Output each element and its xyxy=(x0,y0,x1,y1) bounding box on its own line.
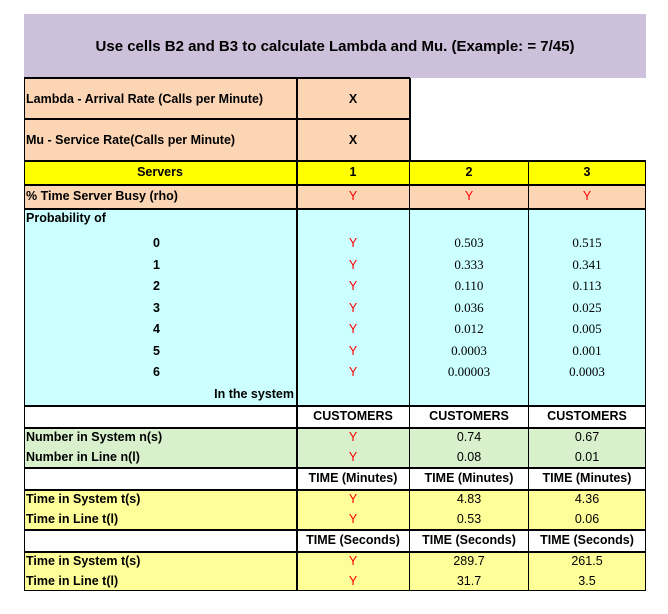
lambda-label: Lambda - Arrival Rate (Calls per Minute) xyxy=(26,91,264,106)
probability-n-2: 2 xyxy=(153,279,160,293)
probability-value-n3-s3[interactable]: 0.025 xyxy=(572,299,602,315)
probability-n-1: 1 xyxy=(153,257,160,272)
grid-col-divider-2 xyxy=(409,160,410,591)
probability-n-0: 0 xyxy=(153,236,160,250)
customers-header-2: CUSTOMERS xyxy=(429,409,509,423)
grid-hline-4 xyxy=(24,427,646,429)
time-minutes-value-r2-s3[interactable]: 0.06 xyxy=(574,512,600,526)
probability-value-n0-s2[interactable]: 0.503 xyxy=(454,235,484,250)
grid-hline-2 xyxy=(24,208,646,210)
probability-value-n0-s3[interactable]: 0.515 xyxy=(572,235,602,250)
probability-value-n5-s3[interactable]: 0.001 xyxy=(572,342,602,358)
time-minutes-header-3: TIME (Minutes) xyxy=(542,471,632,485)
time-seconds-header-3: TIME (Seconds) xyxy=(540,533,634,547)
customers-header-3: CUSTOMERS xyxy=(547,409,627,423)
rho-value-3[interactable]: Y xyxy=(582,189,592,203)
time-minutes-header-2: TIME (Minutes) xyxy=(424,471,514,485)
input-col-divider xyxy=(296,78,298,160)
probability-n-3: 3 xyxy=(153,300,160,315)
time-minutes-value-r1-s2[interactable]: 4.83 xyxy=(456,492,482,506)
time-minutes-value-r1-s1[interactable]: Y xyxy=(348,492,358,506)
grid-hline-5 xyxy=(24,467,646,469)
server-col-1: 1 xyxy=(349,165,357,179)
server-col-2: 2 xyxy=(465,165,473,179)
time-minutes-value-r1-s3[interactable]: 4.36 xyxy=(574,492,600,506)
time-minutes-value-r2-s1[interactable]: Y xyxy=(348,512,358,526)
grid-hline-6 xyxy=(24,489,646,491)
probability-n-5: 5 xyxy=(153,343,160,358)
probability-value-n3-s2[interactable]: 0.036 xyxy=(454,299,484,315)
probability-value-n2-s2[interactable]: 0.110 xyxy=(454,278,484,293)
customers-header-1: CUSTOMERS xyxy=(313,409,393,423)
server-col-3: 3 xyxy=(583,165,591,179)
customers-value-r1-s3[interactable]: 0.67 xyxy=(574,430,600,444)
probability-value-n1-s3[interactable]: 0.341 xyxy=(572,256,602,272)
mu-input-cell[interactable]: X xyxy=(348,132,358,147)
customers-value-r1-s1[interactable]: Y xyxy=(348,430,358,444)
rho-value-1[interactable]: Y xyxy=(348,189,358,203)
time-seconds-header-2: TIME (Seconds) xyxy=(422,533,516,547)
grid-col-divider-3 xyxy=(528,160,529,591)
instruction-banner: Use cells B2 and B3 to calculate Lambda and Mu. (Example: = 7/45) xyxy=(24,14,646,78)
rho-value-2[interactable]: Y xyxy=(464,189,474,203)
customers-value-r2-s2[interactable]: 0.08 xyxy=(456,450,482,464)
time-seconds-value-r1-s1[interactable]: Y xyxy=(348,554,358,568)
input-mid-border xyxy=(24,118,410,120)
mu-label: Mu - Service Rate(Calls per Minute) xyxy=(26,132,236,147)
probability-label: Probability of xyxy=(26,211,106,225)
time-minutes-row-label-1: Time in System t(s) xyxy=(26,492,141,506)
time-seconds-value-r2-s1[interactable]: Y xyxy=(348,574,358,588)
time-seconds-value-r2-s3[interactable]: 3.5 xyxy=(578,574,596,588)
lambda-input-cell[interactable]: X xyxy=(348,91,358,106)
customers-row-label-1: Number in System n(s) xyxy=(26,430,163,444)
input-left-border xyxy=(24,78,25,160)
time-seconds-value-r2-s2[interactable]: 31.7 xyxy=(456,574,482,588)
time-seconds-header-1: TIME (Seconds) xyxy=(306,533,400,547)
grid-hline-1 xyxy=(24,184,646,186)
probability-value-n1-s1[interactable]: Y xyxy=(348,257,358,272)
time-minutes-row-label-2: Time in Line t(l) xyxy=(26,512,119,526)
probability-value-n2-s3[interactable]: 0.113 xyxy=(572,278,602,293)
time-seconds-row-label-2: Time in Line t(l) xyxy=(26,574,119,588)
grid-hline-3 xyxy=(24,405,646,407)
probability-n-4: 4 xyxy=(153,322,160,336)
time-seconds-row-label-1: Time in System t(s) xyxy=(26,554,141,568)
input-right-border xyxy=(409,78,411,160)
time-seconds-value-r1-s2[interactable]: 289.7 xyxy=(453,554,485,568)
customers-value-r2-s3[interactable]: 0.01 xyxy=(574,450,600,464)
customers-value-r1-s2[interactable]: 0.74 xyxy=(456,430,482,444)
grid-col-divider-1 xyxy=(296,160,298,591)
probability-footer: In the system xyxy=(214,387,294,401)
probability-value-n4-s3[interactable]: 0.005 xyxy=(572,321,602,336)
probability-value-n0-s1[interactable]: Y xyxy=(348,236,358,250)
probability-value-n4-s2[interactable]: 0.012 xyxy=(454,321,484,336)
grid-right-border xyxy=(645,160,646,591)
grid-hline-0 xyxy=(24,160,646,162)
grid-hline-7 xyxy=(24,529,646,531)
input-top-border xyxy=(24,77,410,79)
probability-value-n5-s2[interactable]: 0.0003 xyxy=(451,342,487,358)
customers-value-r2-s1[interactable]: Y xyxy=(348,450,358,464)
probability-value-n6-s3[interactable]: 0.0003 xyxy=(569,364,605,379)
servers-label: Servers xyxy=(137,165,183,179)
grid-left-border xyxy=(24,160,25,591)
probability-value-n6-s2[interactable]: 0.00003 xyxy=(447,364,491,379)
probability-n-6: 6 xyxy=(153,365,160,379)
time-minutes-value-r2-s2[interactable]: 0.53 xyxy=(456,512,482,526)
probability-value-n3-s1[interactable]: Y xyxy=(348,300,358,315)
time-minutes-header-1: TIME (Minutes) xyxy=(308,471,398,485)
probability-value-n2-s1[interactable]: Y xyxy=(348,279,358,293)
grid-bottom-border xyxy=(24,590,646,591)
grid-hline-8 xyxy=(24,551,646,553)
time-seconds-value-r1-s3[interactable]: 261.5 xyxy=(571,554,603,568)
probability-value-n6-s1[interactable]: Y xyxy=(348,365,358,379)
probability-value-n1-s2[interactable]: 0.333 xyxy=(454,256,484,272)
probability-value-n4-s1[interactable]: Y xyxy=(348,322,358,336)
probability-value-n5-s1[interactable]: Y xyxy=(348,343,358,358)
rho-label: % Time Server Busy (rho) xyxy=(26,189,178,203)
customers-row-label-2: Number in Line n(l) xyxy=(26,450,140,464)
